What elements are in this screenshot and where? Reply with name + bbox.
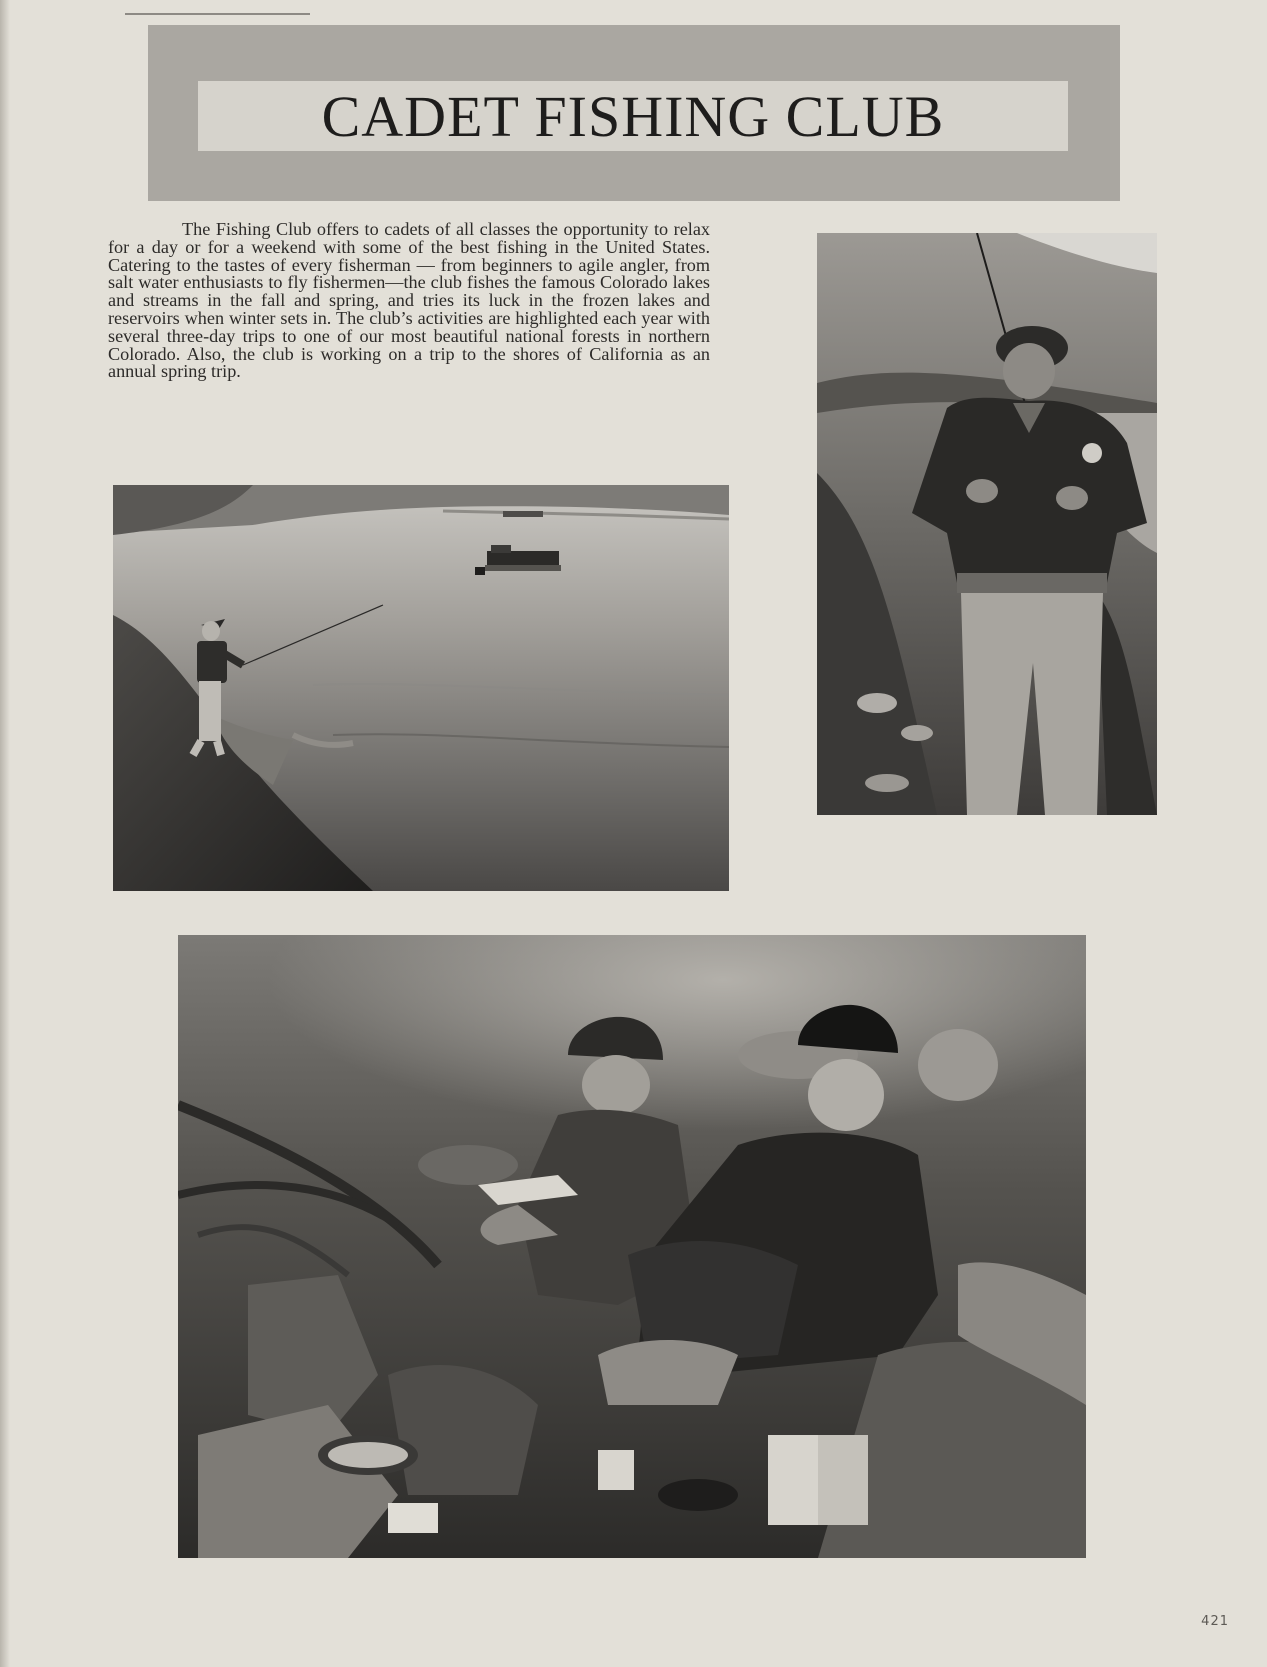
title-box (198, 81, 1068, 151)
intro-paragraph: The Fishing Club offers to cadets of all classes the opportunity to relax for a day or for a weekend with some of the best fishing in the United States. Catering to the tastes of every fisherman — from beginners to agile angler, from salt water enthusiasts to fly fishermen—the club fishes the famous Colorado lakes and streams in the fall and spring, and tries its luck in the frozen lakes and reservoirs when winter sets in. The club’s activities are highlighted each year with several three-day trips to one of our most beautiful national forests in northern Colorado. Also, the club is working on a trip to the shores of California as an annual spring trip. (108, 219, 710, 382)
title-band (148, 25, 1120, 201)
top-rule (125, 13, 310, 15)
angler-portrait-photo (817, 233, 1157, 815)
lake-fishing-photo (113, 485, 729, 891)
page-edge (0, 0, 10, 1667)
intro-text-block (108, 221, 710, 381)
campfire-photo (178, 935, 1086, 1558)
page-title: CADET FISHING CLUB (321, 83, 945, 149)
page-number: 421 (1201, 1614, 1229, 1629)
